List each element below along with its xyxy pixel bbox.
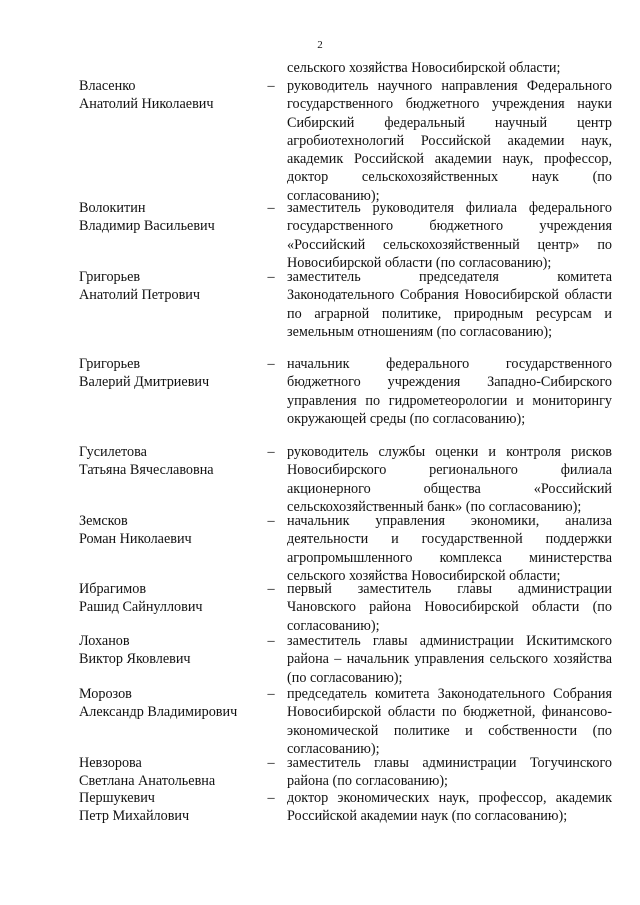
- member-given-names: Светлана Анатольевна: [79, 773, 216, 790]
- member-given-names: Петр Михайлович: [79, 808, 190, 825]
- member-surname: Земсков: [79, 513, 128, 529]
- dash-separator: –: [267, 790, 275, 806]
- member-role: заместитель председателя комитета Законодательного Собрания Новосибирской области по аграрной политике, природным ресурсам и земельным отношениям (по согласованию);: [287, 269, 612, 340]
- member-name: [79, 443, 259, 480]
- member-given-names: Александр Владимирович: [79, 704, 238, 721]
- member-surname: Першукевич: [79, 790, 155, 806]
- member-given-names: Анатолий Петрович: [79, 287, 201, 304]
- member-surname: Григорьев: [79, 269, 141, 285]
- member-role: руководитель службы оценки и контроля рисков Новосибирского регионального филиала акционерного общества «Российский сельскохозяйственный банк» (по согласованию);: [287, 444, 612, 515]
- member-role: заместитель главы администрации Тогучинского района (по согласованию);: [287, 755, 612, 790]
- member-surname: Невзорова: [79, 755, 142, 771]
- member-given-names: Валерий Дмитриевич: [79, 374, 210, 391]
- member-given-names: Рашид Сайнуллович: [79, 599, 203, 616]
- member-name: [79, 77, 259, 114]
- member-surname: Гусилетова: [79, 444, 147, 460]
- page-number: 2: [317, 39, 323, 51]
- member-role: начальник федерального государственного бюджетного учреждения Западно-Сибирского управления по гидрометеорологии и мониторингу окружающей среды (по согласованию);: [287, 356, 612, 427]
- dash-separator: –: [267, 755, 275, 771]
- member-role: заместитель главы администрации Искитимского района – начальник управления сельского хозяйства (по согласованию);: [287, 633, 612, 686]
- continuation-text: сельского хозяйства Новосибирской области;: [287, 60, 561, 76]
- member-name: [79, 632, 259, 669]
- member-role: руководитель научного направления Федерального государственного бюджетного учреждения науки Сибирский федеральный научный центр агробиотехнологий Российской академии наук, академик Российской академии наук, профессор, доктор сельскохозяйственных наук (по согласованию);: [287, 78, 612, 204]
- dash-separator: –: [267, 633, 275, 649]
- member-name: [79, 512, 259, 549]
- dash-separator: –: [267, 513, 275, 529]
- member-role: начальник управления экономики, анализа деятельности и государственной поддержки агропромышленного комплекса министерства сельского хозяйства Новосибирской области;: [287, 513, 612, 584]
- dash-separator: –: [267, 200, 275, 216]
- member-name: [79, 199, 259, 236]
- member-given-names: Виктор Яковлевич: [79, 651, 191, 668]
- dash-separator: –: [267, 78, 275, 94]
- dash-separator: –: [267, 356, 275, 372]
- dash-separator: –: [267, 269, 275, 285]
- member-role: председатель комитета Законодательного Собрания Новосибирской области по бюджетной, финансово-экономической политике и собственности (по согласованию);: [287, 686, 612, 757]
- member-surname: Власенко: [79, 78, 136, 94]
- member-name: [79, 355, 259, 392]
- member-given-names: Татьяна Вячеславовна: [79, 462, 214, 479]
- member-surname: Лоханов: [79, 633, 130, 649]
- member-surname: Морозов: [79, 686, 132, 702]
- dash-separator: –: [267, 686, 275, 702]
- member-given-names: Анатолий Николаевич: [79, 96, 214, 113]
- member-given-names: Роман Николаевич: [79, 531, 192, 548]
- member-surname: Григорьев: [79, 356, 141, 372]
- dash-separator: –: [267, 444, 275, 460]
- member-given-names: Владимир Васильевич: [79, 218, 215, 235]
- member-name: [79, 789, 259, 826]
- member-surname: Волокитин: [79, 200, 146, 216]
- member-name: [79, 580, 259, 617]
- member-role: доктор экономических наук, профессор, академик Российской академии наук (по согласованию);: [287, 790, 612, 825]
- member-role: первый заместитель главы администрации Чановского района Новосибирской области (по согласованию);: [287, 581, 612, 634]
- member-name: [79, 685, 259, 722]
- member-role: заместитель руководителя филиала федерального государственного бюджетного учреждения «Российский сельскохозяйственный центр» по Новосибирской области (по согласованию);: [287, 200, 612, 271]
- dash-separator: –: [267, 581, 275, 597]
- member-surname: Ибрагимов: [79, 581, 147, 597]
- member-name: [79, 754, 259, 791]
- member-name: [79, 268, 259, 305]
